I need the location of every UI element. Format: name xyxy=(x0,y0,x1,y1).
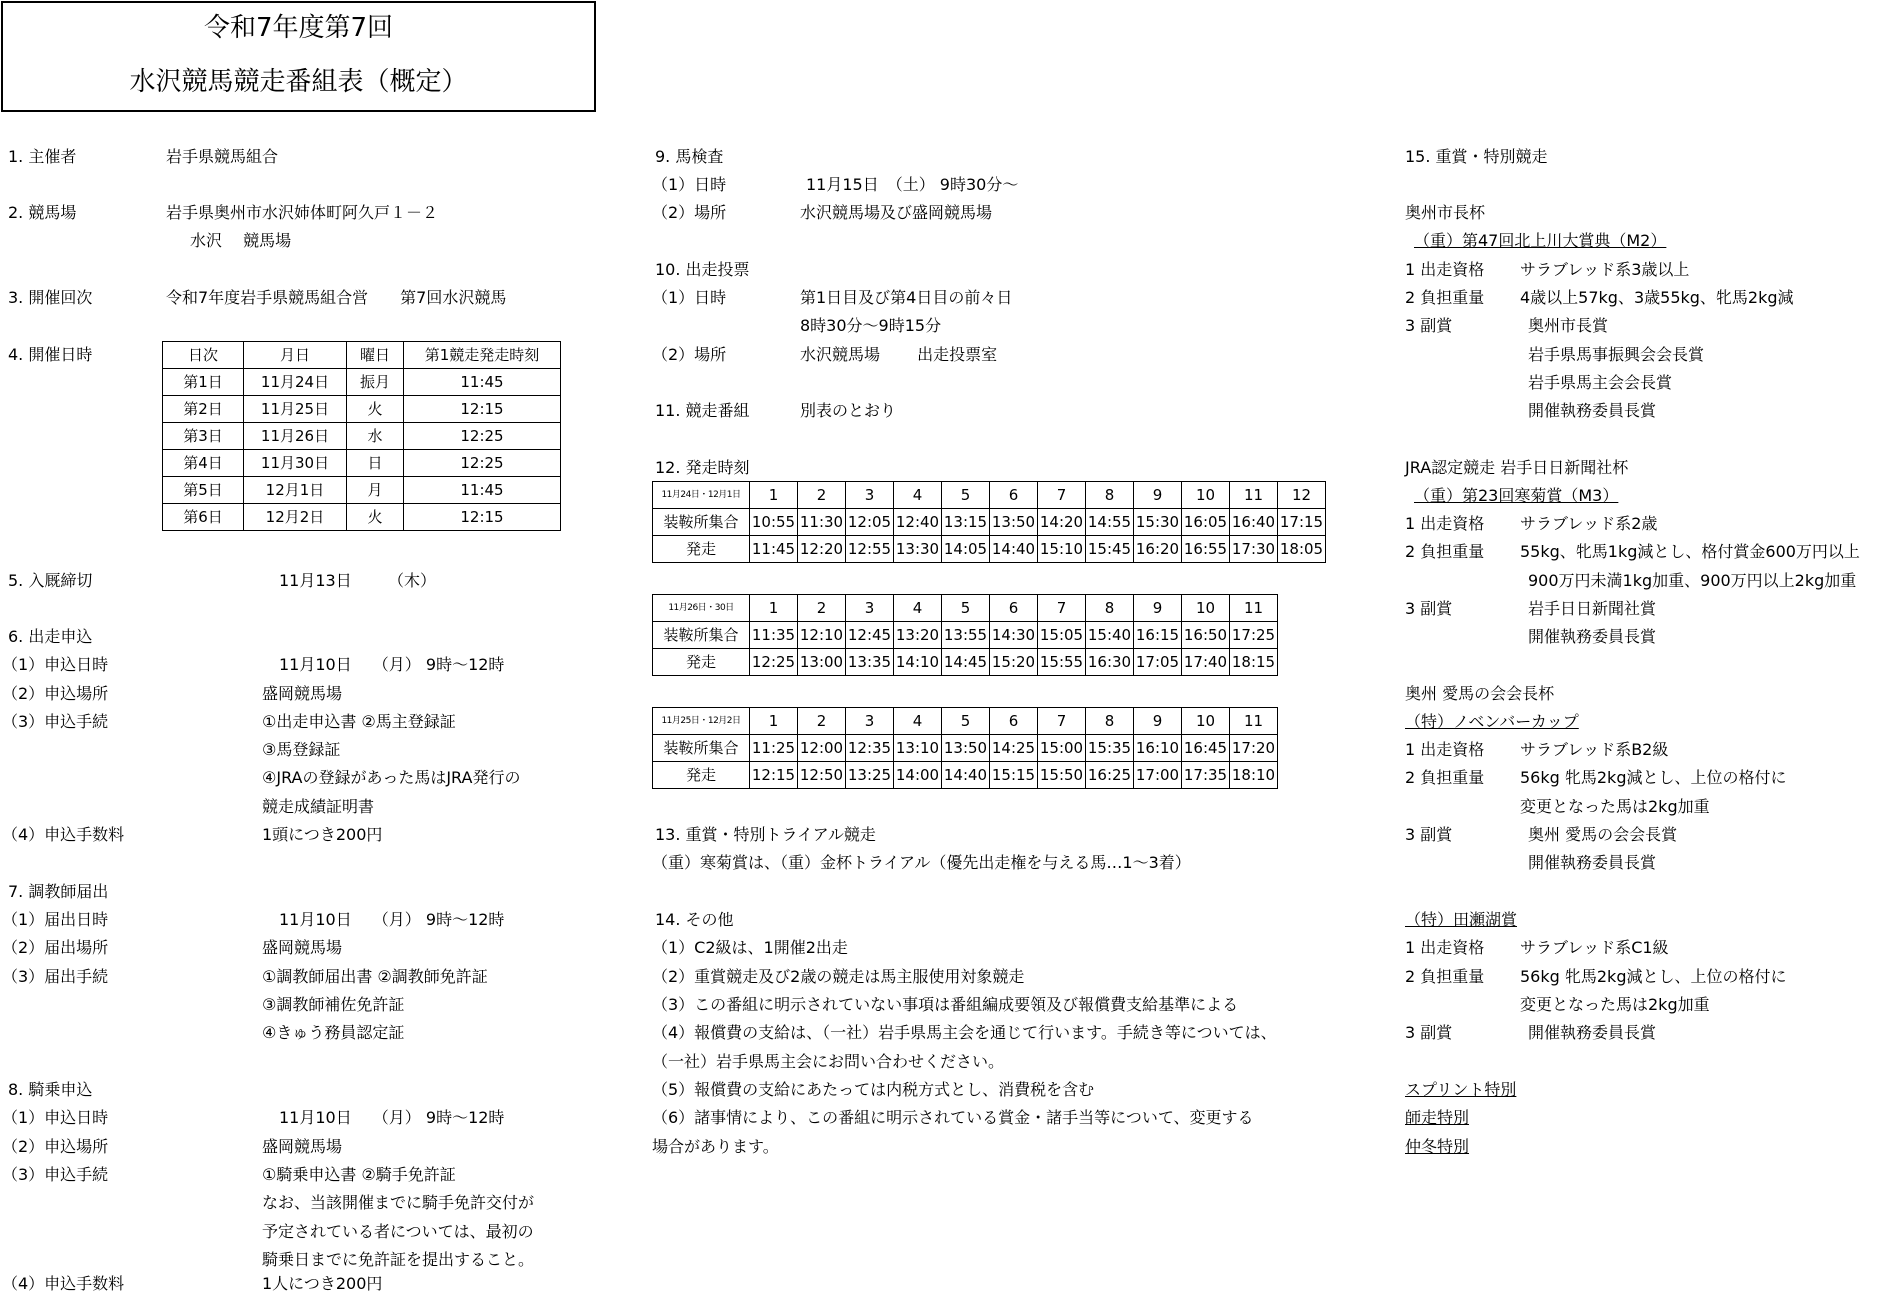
race-number: 11 xyxy=(1230,482,1278,509)
start-time: 15:50 xyxy=(1038,762,1086,789)
r1-prize: 奥州市長賞 xyxy=(1528,316,1609,335)
gather-time: 13:10 xyxy=(894,735,942,762)
race-number: 6 xyxy=(990,708,1038,735)
row-label: 装鞍所集合 xyxy=(653,509,750,536)
table-cell: 11:45 xyxy=(404,477,561,504)
s13-head: 13. 重賞・特別トライアル競走 xyxy=(655,825,876,844)
s8-value-3d: 騎乗日までに免許証を提出すること。 xyxy=(262,1250,535,1269)
s8-value-2: 盛岡競馬場 xyxy=(262,1137,343,1156)
r4-qual-label: 1 出走資格 xyxy=(1405,938,1485,957)
s6-value-3a: ①出走申込書 ②馬主登録証 xyxy=(262,712,456,731)
r1-prize-label: 3 副賞 xyxy=(1405,316,1453,335)
r1-prize: 岩手県馬主会会長賞 xyxy=(1528,373,1673,392)
race-number: 7 xyxy=(1038,595,1086,622)
other-special-race: スプリント特別 xyxy=(1405,1080,1517,1099)
race-number: 1 xyxy=(750,595,798,622)
gather-time: 15:35 xyxy=(1086,735,1134,762)
s8-label-2: （2）申込場所 xyxy=(2,1137,109,1156)
row-label: 発走 xyxy=(653,536,750,563)
start-time: 13:35 xyxy=(846,649,894,676)
table-cell: 12:15 xyxy=(404,396,561,423)
start-time: 13:30 xyxy=(894,536,942,563)
r2-cup: JRA認定競走 岩手日日新聞社杯 xyxy=(1405,458,1629,477)
s7-head: 7. 調教師届出 xyxy=(8,882,109,901)
gather-time: 17:25 xyxy=(1230,622,1278,649)
race-number: 7 xyxy=(1038,708,1086,735)
s2-value2: 水沢 競馬場 xyxy=(190,231,292,250)
start-time: 17:40 xyxy=(1182,649,1230,676)
race-number: 1 xyxy=(750,708,798,735)
gather-time: 12:40 xyxy=(894,509,942,536)
race-number: 11 xyxy=(1230,595,1278,622)
s7-value-2: 盛岡競馬場 xyxy=(262,938,343,957)
table-row xyxy=(163,450,561,477)
s14-line: （4）報償費の支給は、（一社）岩手県馬主会を通じて行います。手続き等については、 xyxy=(652,1023,1277,1042)
gather-time: 14:25 xyxy=(990,735,1038,762)
s6-value-1: 11月10日 （月） 9時～12時 xyxy=(279,655,505,674)
s8-value-4: 1人につき200円 xyxy=(262,1274,383,1293)
r2-weight-label: 2 負担重量 xyxy=(1405,542,1485,561)
s13-value: （重）寒菊賞は、（重）金杯トライアル（優先出走権を与える馬…1～3着） xyxy=(652,853,1191,872)
s4-head: 4. 開催日時 xyxy=(8,345,93,364)
table-cell: 11月25日 xyxy=(244,396,347,423)
start-time: 18:05 xyxy=(1278,536,1326,563)
start-time: 18:10 xyxy=(1230,762,1278,789)
table-cell: 水 xyxy=(347,423,404,450)
gather-time: 16:15 xyxy=(1134,622,1182,649)
s1-head: 1. 主催者 xyxy=(8,147,77,166)
start-time: 11:45 xyxy=(750,536,798,563)
row-label: 11月24日・12月1日 xyxy=(653,482,750,509)
r2-prize-label: 3 副賞 xyxy=(1405,599,1453,618)
race-number: 4 xyxy=(894,482,942,509)
gather-time: 12:00 xyxy=(798,735,846,762)
r1-prize: 岩手県馬事振興会会長賞 xyxy=(1528,345,1705,364)
race-number: 2 xyxy=(798,482,846,509)
r2-weight: 55kg、牝馬1kg減とし、格付賞金600万円以上 xyxy=(1520,542,1860,561)
kaisai-schedule-table xyxy=(162,341,561,531)
s5-dow: （木） xyxy=(388,571,437,590)
s10-value-1: 第1日目及び第4日目の前々日 xyxy=(800,288,1013,307)
s8-value-3b: なお、当該開催までに騎手免許交付が xyxy=(262,1193,535,1212)
gather-time: 13:50 xyxy=(990,509,1038,536)
s14-line: （6）諸事情により、この番組に明示されている賞金・諸手当等について、変更する xyxy=(652,1108,1254,1127)
start-time: 13:25 xyxy=(846,762,894,789)
r3-weight-2: 変更となった馬は2kg加重 xyxy=(1520,797,1710,816)
s9-head: 9. 馬検査 xyxy=(655,147,724,166)
gather-time: 16:05 xyxy=(1182,509,1230,536)
s8-label-3: （3）申込手続 xyxy=(2,1165,109,1184)
r3-weight: 56kg 牝馬2kg減とし、上位の格付に xyxy=(1520,768,1787,787)
start-time: 16:25 xyxy=(1086,762,1134,789)
gather-time: 14:20 xyxy=(1038,509,1086,536)
s6-label-1: （1）申込日時 xyxy=(2,655,109,674)
s6-label-3: （3）申込手続 xyxy=(2,712,109,731)
race-number: 8 xyxy=(1086,595,1134,622)
r4-prize: 開催執務委員長賞 xyxy=(1528,1023,1657,1042)
table-cell: 振月 xyxy=(347,369,404,396)
r4-weight-2: 変更となった馬は2kg加重 xyxy=(1520,995,1710,1014)
s7-label-2: （2）届出場所 xyxy=(2,938,109,957)
table-header-row xyxy=(163,342,561,369)
r2-qual-label: 1 出走資格 xyxy=(1405,514,1485,533)
r3-qual-label: 1 出走資格 xyxy=(1405,740,1485,759)
r1-weight: 4歳以上57kg、3歳55kg、牝馬2kg減 xyxy=(1520,288,1794,307)
start-time: 12:55 xyxy=(846,536,894,563)
table-cell: 12月1日 xyxy=(244,477,347,504)
start-time-table xyxy=(652,707,1278,789)
title-line-2: 水沢競馬競走番組表（概定） xyxy=(129,67,468,97)
header-cell: 月日 xyxy=(244,342,347,369)
s10-label-1: （1）日時 xyxy=(652,288,727,307)
start-time: 15:10 xyxy=(1038,536,1086,563)
start-time: 13:00 xyxy=(798,649,846,676)
table-cell: 11月30日 xyxy=(244,450,347,477)
race-number: 5 xyxy=(942,708,990,735)
race-number: 12 xyxy=(1278,482,1326,509)
s7-value-3b: ③調教師補佐免許証 xyxy=(262,995,405,1014)
gather-time: 13:20 xyxy=(894,622,942,649)
row-label: 装鞍所集合 xyxy=(653,735,750,762)
gather-time: 11:25 xyxy=(750,735,798,762)
table-cell: 11月26日 xyxy=(244,423,347,450)
table-row xyxy=(653,762,1278,789)
start-time: 15:55 xyxy=(1038,649,1086,676)
gather-time: 12:45 xyxy=(846,622,894,649)
s7-value-3a: ①調教師届出書 ②調教師免許証 xyxy=(262,967,488,986)
s8-head: 8. 騎乗申込 xyxy=(8,1080,93,1099)
table-row xyxy=(653,735,1278,762)
r4-weight-label: 2 負担重量 xyxy=(1405,967,1485,986)
start-time: 16:30 xyxy=(1086,649,1134,676)
table-cell: 第5日 xyxy=(163,477,244,504)
table-row xyxy=(653,649,1278,676)
s14-line: （5）報償費の支給にあたっては内税方式とし、消費税を含む xyxy=(652,1080,1095,1099)
race-number: 4 xyxy=(894,708,942,735)
s6-value-3c: ④JRAの登録があった馬はJRA発行の xyxy=(262,768,521,787)
start-time: 14:10 xyxy=(894,649,942,676)
table-cell: 12:25 xyxy=(404,450,561,477)
s5-date: 11月13日 xyxy=(279,571,352,590)
row-label: 11月26日・30日 xyxy=(653,595,750,622)
r3-qual: サラブレッド系B2級 xyxy=(1520,740,1669,759)
table-cell: 月 xyxy=(347,477,404,504)
s1-value: 岩手県競馬組合 xyxy=(166,147,279,166)
start-time: 14:45 xyxy=(942,649,990,676)
header-cell: 曜日 xyxy=(347,342,404,369)
gather-time: 15:05 xyxy=(1038,622,1086,649)
start-time-table xyxy=(652,594,1278,676)
start-time: 16:55 xyxy=(1182,536,1230,563)
s9-value-1: 11月15日 （土） 9時30分～ xyxy=(806,175,1019,194)
gather-time: 13:15 xyxy=(942,509,990,536)
race-number: 3 xyxy=(846,708,894,735)
s9-label-1: （1）日時 xyxy=(652,175,727,194)
s14-line: 場合があります。 xyxy=(652,1137,779,1156)
r2-prize: 岩手日日新聞社賞 xyxy=(1528,599,1657,618)
title-line-1: 令和7年度第7回 xyxy=(203,13,394,43)
race-number: 8 xyxy=(1086,482,1134,509)
s6-label-2: （2）申込場所 xyxy=(2,684,109,703)
race-number: 8 xyxy=(1086,708,1134,735)
table-row xyxy=(163,369,561,396)
start-time: 14:40 xyxy=(990,536,1038,563)
s9-value-2: 水沢競馬場及び盛岡競馬場 xyxy=(800,203,993,222)
s6-head: 6. 出走申込 xyxy=(8,627,93,646)
race-number: 7 xyxy=(1038,482,1086,509)
gather-time: 12:10 xyxy=(798,622,846,649)
table-cell: 第4日 xyxy=(163,450,244,477)
gather-time: 16:45 xyxy=(1182,735,1230,762)
table-cell: 11月24日 xyxy=(244,369,347,396)
r2-qual: サラブレッド系2歳 xyxy=(1520,514,1658,533)
table-row xyxy=(653,708,1278,735)
race-number: 5 xyxy=(942,595,990,622)
start-time-table xyxy=(652,481,1326,563)
start-time: 15:45 xyxy=(1086,536,1134,563)
s3-head: 3. 開催回次 xyxy=(8,288,93,307)
race-number: 4 xyxy=(894,595,942,622)
s11-head: 11. 競走番組 xyxy=(655,401,750,420)
r3-race-name: （特）ノベンバーカップ xyxy=(1405,712,1579,731)
gather-time: 14:30 xyxy=(990,622,1038,649)
table-row xyxy=(163,396,561,423)
s2-head: 2. 競馬場 xyxy=(8,203,77,222)
start-time: 15:15 xyxy=(990,762,1038,789)
r1-weight-label: 2 負担重量 xyxy=(1405,288,1485,307)
row-label: 11月25日・12月2日 xyxy=(653,708,750,735)
table-cell: 12月2日 xyxy=(244,504,347,531)
title-box xyxy=(1,1,596,112)
start-time: 12:15 xyxy=(750,762,798,789)
start-time: 12:25 xyxy=(750,649,798,676)
other-special-race: 仲冬特別 xyxy=(1405,1137,1470,1156)
s14-head: 14. その他 xyxy=(655,910,734,929)
gather-time: 15:00 xyxy=(1038,735,1086,762)
header-cell: 日次 xyxy=(163,342,244,369)
table-cell: 11:45 xyxy=(404,369,561,396)
start-time: 17:30 xyxy=(1230,536,1278,563)
race-number: 3 xyxy=(846,482,894,509)
s9-label-2: （2）場所 xyxy=(652,203,727,222)
race-number: 11 xyxy=(1230,708,1278,735)
race-number: 10 xyxy=(1182,482,1230,509)
start-time: 14:40 xyxy=(942,762,990,789)
table-cell: 日 xyxy=(347,450,404,477)
s6-value-3d: 競走成績証明書 xyxy=(262,797,375,816)
s14-line: （3）この番組に明示されていない事項は番組編成要領及び報償費支給基準による xyxy=(652,995,1239,1014)
table-row xyxy=(163,423,561,450)
table-cell: 12:15 xyxy=(404,504,561,531)
s6-value-2: 盛岡競馬場 xyxy=(262,684,343,703)
s6-value-3b: ③馬登録証 xyxy=(262,740,341,759)
header-cell: 第1競走発走時刻 xyxy=(404,342,561,369)
r2-prize: 開催執務委員長賞 xyxy=(1528,627,1657,646)
s8-value-3c: 予定されている者については、最初の xyxy=(262,1222,534,1241)
start-time: 15:20 xyxy=(990,649,1038,676)
start-time: 18:15 xyxy=(1230,649,1278,676)
r1-qual: サラブレッド系3歳以上 xyxy=(1520,260,1690,279)
r3-weight-label: 2 負担重量 xyxy=(1405,768,1485,787)
s7-label-3: （3）届出手続 xyxy=(2,967,109,986)
s8-label-1: （1）申込日時 xyxy=(2,1108,109,1127)
start-time: 17:35 xyxy=(1182,762,1230,789)
table-cell: 第1日 xyxy=(163,369,244,396)
table-cell: 第6日 xyxy=(163,504,244,531)
r4-prize-label: 3 副賞 xyxy=(1405,1023,1453,1042)
start-time: 16:20 xyxy=(1134,536,1182,563)
gather-time: 14:55 xyxy=(1086,509,1134,536)
r1-cup: 奥州市長杯 xyxy=(1405,203,1486,222)
race-number: 3 xyxy=(846,595,894,622)
row-label: 発走 xyxy=(653,762,750,789)
gather-time: 17:15 xyxy=(1278,509,1326,536)
gather-time: 12:35 xyxy=(846,735,894,762)
r2-weight-2: 900万円未満1kg加重、900万円以上2kg加重 xyxy=(1528,571,1857,590)
gather-time: 16:50 xyxy=(1182,622,1230,649)
s8-value-3a: ①騎乗申込書 ②騎手免許証 xyxy=(262,1165,456,1184)
race-number: 1 xyxy=(750,482,798,509)
table-row xyxy=(653,536,1326,563)
s7-label-1: （1）届出日時 xyxy=(2,910,109,929)
race-number: 5 xyxy=(942,482,990,509)
start-time: 12:20 xyxy=(798,536,846,563)
table-row xyxy=(653,509,1326,536)
r1-race-name: （重）第47回北上川大賞典（M2） xyxy=(1414,231,1667,250)
s6-label-4: （4）申込手数料 xyxy=(2,825,125,844)
s5-head: 5. 入厩締切 xyxy=(8,571,93,590)
s15-head: 15. 重賞・特別競走 xyxy=(1405,147,1548,166)
s6-value-4: 1頭につき200円 xyxy=(262,825,383,844)
r3-prize-label: 3 副賞 xyxy=(1405,825,1453,844)
table-row xyxy=(653,482,1326,509)
race-number: 9 xyxy=(1134,708,1182,735)
s7-value-3c: ④きゅう務員認定証 xyxy=(262,1023,405,1042)
r1-prize: 開催執務委員長賞 xyxy=(1528,401,1657,420)
gather-time: 11:30 xyxy=(798,509,846,536)
gather-time: 16:10 xyxy=(1134,735,1182,762)
r3-prize: 奥州 愛馬の会会長賞 xyxy=(1528,825,1678,844)
gather-time: 10:55 xyxy=(750,509,798,536)
table-row xyxy=(163,477,561,504)
s14-line: （一社）岩手県馬主会にお問い合わせください。 xyxy=(652,1052,1005,1071)
race-number: 10 xyxy=(1182,595,1230,622)
table-cell: 火 xyxy=(347,504,404,531)
gather-time: 17:20 xyxy=(1230,735,1278,762)
table-cell: 第2日 xyxy=(163,396,244,423)
s10-value-1b: 8時30分～9時15分 xyxy=(800,316,942,335)
r4-qual: サラブレッド系C1級 xyxy=(1520,938,1669,957)
race-number: 6 xyxy=(990,595,1038,622)
r3-prize: 開催執務委員長賞 xyxy=(1528,853,1657,872)
table-cell: 第3日 xyxy=(163,423,244,450)
r1-qual-label: 1 出走資格 xyxy=(1405,260,1485,279)
gather-time: 15:30 xyxy=(1134,509,1182,536)
start-time: 17:05 xyxy=(1134,649,1182,676)
start-time: 17:00 xyxy=(1134,762,1182,789)
s11-value: 別表のとおり xyxy=(800,401,897,420)
gather-time: 11:35 xyxy=(750,622,798,649)
s10-value-2: 水沢競馬場 出走投票室 xyxy=(800,345,998,364)
row-label: 発走 xyxy=(653,649,750,676)
s10-label-2: （2）場所 xyxy=(652,345,727,364)
s8-label-4: （4）申込手数料 xyxy=(2,1274,125,1293)
start-time: 14:05 xyxy=(942,536,990,563)
s12-head: 12. 発走時刻 xyxy=(655,458,750,477)
s3-value: 令和7年度岩手県競馬組合営 第7回水沢競馬 xyxy=(166,288,507,307)
race-number: 6 xyxy=(990,482,1038,509)
r4-weight: 56kg 牝馬2kg減とし、上位の格付に xyxy=(1520,967,1787,986)
table-row xyxy=(653,622,1278,649)
start-time: 12:50 xyxy=(798,762,846,789)
s10-head: 10. 出走投票 xyxy=(655,260,750,279)
r4-race-name: （特）田瀬湖賞 xyxy=(1405,910,1518,929)
gather-time: 13:50 xyxy=(942,735,990,762)
table-cell: 12:25 xyxy=(404,423,561,450)
s8-value-1: 11月10日 （月） 9時～12時 xyxy=(279,1108,505,1127)
race-number: 9 xyxy=(1134,482,1182,509)
s2-value: 岩手県奥州市水沢姉体町阿久戸１－２ xyxy=(166,203,439,222)
gather-time: 12:05 xyxy=(846,509,894,536)
row-label: 装鞍所集合 xyxy=(653,622,750,649)
start-time: 14:00 xyxy=(894,762,942,789)
table-row xyxy=(163,504,561,531)
other-special-race: 師走特別 xyxy=(1405,1108,1470,1127)
s14-line: （1）C2級は、1開催2出走 xyxy=(652,938,848,957)
race-number: 9 xyxy=(1134,595,1182,622)
gather-time: 13:55 xyxy=(942,622,990,649)
s14-line: （2）重賞競走及び2歳の競走は馬主服使用対象競走 xyxy=(652,967,1025,986)
gather-time: 15:40 xyxy=(1086,622,1134,649)
race-number: 2 xyxy=(798,595,846,622)
table-row xyxy=(653,595,1278,622)
race-number: 2 xyxy=(798,708,846,735)
table-cell: 火 xyxy=(347,396,404,423)
race-number: 10 xyxy=(1182,708,1230,735)
s7-value-1: 11月10日 （月） 9時～12時 xyxy=(279,910,505,929)
gather-time: 16:40 xyxy=(1230,509,1278,536)
r2-race-name: （重）第23回寒菊賞（M3） xyxy=(1414,486,1619,505)
r3-cup: 奥州 愛馬の会会長杯 xyxy=(1405,684,1555,703)
